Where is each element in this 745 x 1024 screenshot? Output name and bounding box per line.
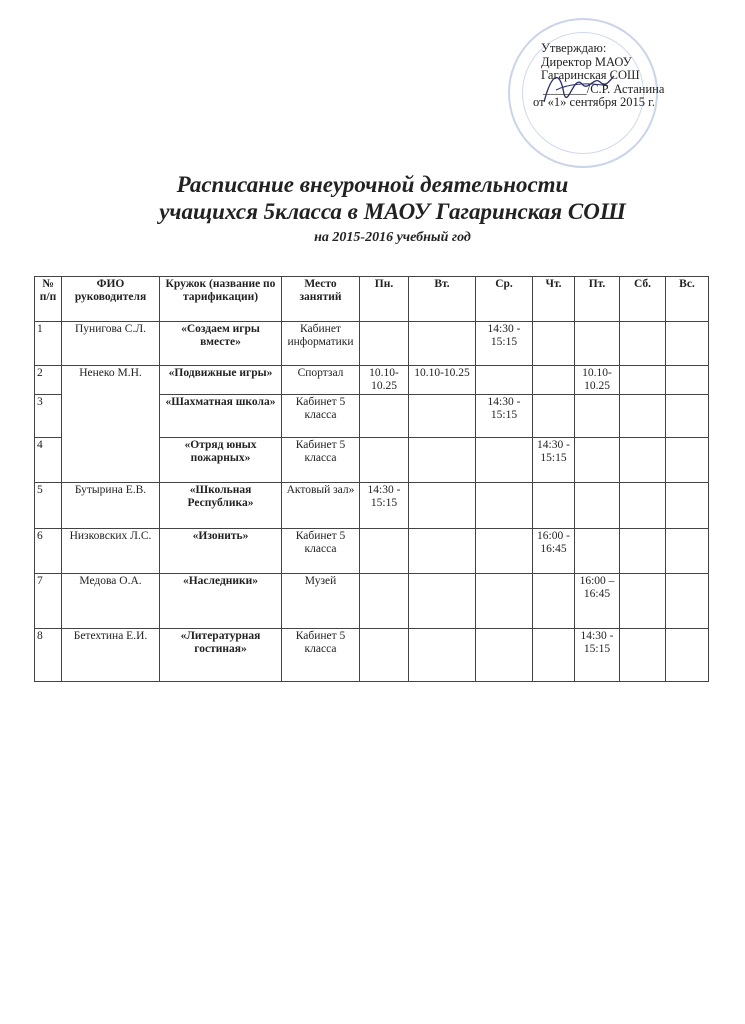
cell-num: 1 [35, 322, 62, 366]
header-tue: Вт. [409, 277, 476, 322]
cell-fri: 16:00 – 16:45 [575, 574, 620, 629]
cell-place: Спортзал [282, 366, 360, 395]
cell-teacher: Бетехтина Е.И. [62, 629, 160, 682]
header-sat: Сб. [620, 277, 666, 322]
cell-num: 6 [35, 529, 62, 574]
cell-sun [666, 529, 709, 574]
cell-tue: 10.10-10.25 [409, 366, 476, 395]
cell-place: Кабинет информатики [282, 322, 360, 366]
cell-club: «Литературная гостиная» [160, 629, 282, 682]
cell-wed [476, 574, 533, 629]
cell-mon [360, 322, 409, 366]
header-mon: Пн. [360, 277, 409, 322]
cell-wed: 14:30 - 15:15 [476, 322, 533, 366]
cell-sun [666, 438, 709, 483]
cell-num: 7 [35, 574, 62, 629]
header-wed: Ср. [476, 277, 533, 322]
header-sun: Вс. [666, 277, 709, 322]
cell-sun [666, 395, 709, 438]
cell-fri [575, 529, 620, 574]
cell-sun [666, 322, 709, 366]
cell-num: 8 [35, 629, 62, 682]
cell-num: 3 [35, 395, 62, 438]
cell-tue [409, 529, 476, 574]
cell-club: «Создаем игры вместе» [160, 322, 282, 366]
cell-thu [533, 366, 575, 395]
cell-num: 2 [35, 366, 62, 395]
cell-place: Кабинет 5 класса [282, 629, 360, 682]
approval-line: Утверждаю: [541, 41, 607, 55]
cell-tue [409, 629, 476, 682]
cell-num: 4 [35, 438, 62, 483]
cell-thu [533, 395, 575, 438]
cell-sat [620, 629, 666, 682]
approval-line: Гагаринская СОШ [541, 68, 640, 82]
table-row [35, 529, 709, 574]
table-row [35, 483, 709, 529]
header-teacher: ФИО руководителя [62, 277, 160, 322]
cell-sun [666, 574, 709, 629]
cell-place: Кабинет 5 класса [282, 529, 360, 574]
approval-line: Директор МАОУ [541, 54, 632, 69]
approval-block [533, 42, 743, 110]
table-row [35, 574, 709, 629]
cell-sat [620, 395, 666, 438]
page-title: Расписание внеурочной деятельности [176, 172, 569, 197]
cell-fri: 10.10-10.25 [575, 366, 620, 395]
approval-line: _______/С.Р. Астанина [543, 81, 665, 96]
cell-club: «Школьная Республика» [160, 483, 282, 529]
cell-fri: 14:30 - 15:15 [575, 629, 620, 682]
cell-thu [533, 574, 575, 629]
cell-fri [575, 322, 620, 366]
cell-sun [666, 366, 709, 395]
cell-thu [533, 629, 575, 682]
cell-sun [666, 629, 709, 682]
table-row [35, 629, 709, 682]
cell-thu: 16:00 - 16:45 [533, 529, 575, 574]
cell-mon [360, 395, 409, 438]
cell-tue [409, 438, 476, 483]
cell-teacher: Бутырина Е.В. [62, 483, 160, 529]
cell-place: Кабинет 5 класса [282, 438, 360, 483]
page-subtitle: учащихся 5класса в МАОУ Гагаринская СОШ [159, 199, 626, 224]
cell-place: Музей [282, 574, 360, 629]
cell-thu [533, 322, 575, 366]
schedule-table [34, 276, 709, 682]
header-thu: Чт. [533, 277, 575, 322]
cell-club: «Наследники» [160, 574, 282, 629]
table-row [35, 322, 709, 366]
cell-wed [476, 529, 533, 574]
cell-thu: 14:30 - 15:15 [533, 438, 575, 483]
cell-sun [666, 483, 709, 529]
cell-wed [476, 483, 533, 529]
cell-sat [620, 483, 666, 529]
cell-mon [360, 529, 409, 574]
header-fri: Пт. [575, 277, 620, 322]
cell-sat [620, 322, 666, 366]
header-num: № п/п [35, 277, 62, 322]
page-period: на 2015-2016 учебный год [314, 230, 471, 245]
cell-club: «Подвижные игры» [160, 366, 282, 395]
cell-mon: 14:30 - 15:15 [360, 483, 409, 529]
cell-club: «Отряд юных пожарных» [160, 438, 282, 483]
cell-tue [409, 395, 476, 438]
approval-line: от «1» сентября 2015 г. [533, 95, 655, 109]
cell-club: «Шахматная школа» [160, 395, 282, 438]
cell-place: Кабинет 5 класса [282, 395, 360, 438]
cell-fri [575, 438, 620, 483]
cell-sat [620, 438, 666, 483]
cell-place: Актовый зал» [282, 483, 360, 529]
cell-num: 5 [35, 483, 62, 529]
cell-sat [620, 366, 666, 395]
header-club: Кружок (название по тарификации) [160, 277, 282, 322]
cell-club: «Изонить» [160, 529, 282, 574]
cell-wed [476, 629, 533, 682]
cell-mon: 10.10-10.25 [360, 366, 409, 395]
cell-fri [575, 483, 620, 529]
cell-thu [533, 483, 575, 529]
cell-wed [476, 366, 533, 395]
cell-teacher: Медова О.А. [62, 574, 160, 629]
cell-tue [409, 322, 476, 366]
cell-mon [360, 574, 409, 629]
cell-mon [360, 629, 409, 682]
table-row [35, 366, 709, 395]
header-place: Место занятий [282, 277, 360, 322]
cell-tue [409, 483, 476, 529]
cell-fri [575, 395, 620, 438]
cell-sat [620, 529, 666, 574]
cell-wed: 14:30 - 15:15 [476, 395, 533, 438]
cell-wed [476, 438, 533, 483]
cell-mon [360, 438, 409, 483]
cell-teacher: Ненеко М.Н. [62, 366, 160, 483]
cell-teacher: Пунигова С.Л. [62, 322, 160, 366]
table-header-row [35, 277, 709, 322]
cell-sat [620, 574, 666, 629]
cell-tue [409, 574, 476, 629]
cell-teacher: Низковских Л.С. [62, 529, 160, 574]
